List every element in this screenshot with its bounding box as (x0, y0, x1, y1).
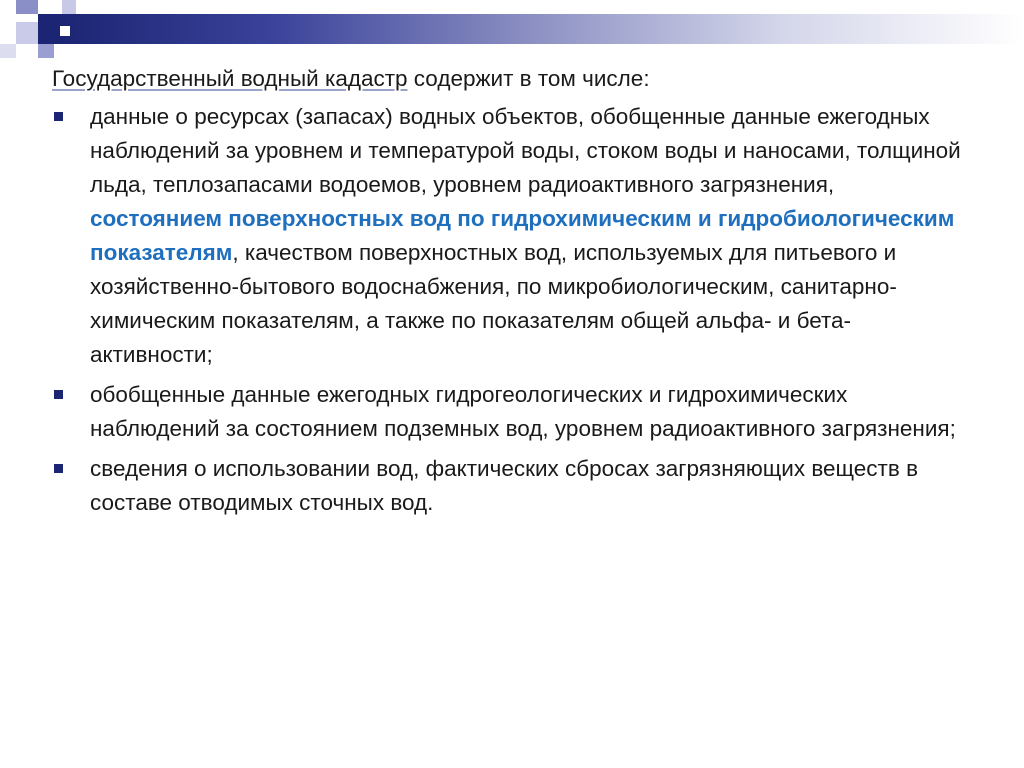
decor-square (0, 44, 16, 58)
bullet-text: обобщенные данные ежегодных гидрогеологических и гидрохимических наблюдений за состоянием подземных вод, уровнем радиоактивного загрязнения; (90, 382, 956, 441)
decor-square (16, 22, 38, 44)
list-item (52, 378, 972, 446)
decor-square (60, 26, 70, 36)
list-item (52, 452, 972, 520)
header-gradient-band (60, 14, 1024, 44)
list-item (52, 100, 972, 372)
decor-square (16, 0, 38, 14)
decor-square (62, 0, 76, 14)
intro-term: Государственный водный кадастр (52, 66, 408, 91)
bullet-text-after: , качеством поверхностных вод, используемых для питьевого и хозяйственно-бытового водоснабжения, по микробиологическим, санитарно-химическим показателям, а также по показателям общей альфа- и бета-активности; (90, 240, 897, 367)
bullet-highlight: состоянием поверхностных вод по гидрохимическим и гидробиологическим показателям (90, 206, 955, 265)
square-bullet-icon (54, 464, 63, 473)
slide-body (52, 62, 972, 526)
decor-square (38, 14, 60, 44)
square-bullet-icon (54, 390, 63, 399)
bullet-text: данные о ресурсах (запасах) водных объектов, обобщенные данные ежегодных наблюдений за уровнем и температурой воды, стоком воды и наносами, толщиной льда, теплозапасами водоемов, уровнем радиоактивного загрязнения, (90, 104, 961, 197)
decor-square (38, 44, 54, 58)
square-bullet-icon (54, 112, 63, 121)
bullet-text: сведения о использовании вод, фактических сбросах загрязняющих веществ в составе отводимых сточных вод. (90, 456, 919, 515)
intro-rest: содержит в том числе: (407, 66, 650, 91)
bullet-list (52, 100, 972, 520)
intro-line (52, 62, 972, 96)
